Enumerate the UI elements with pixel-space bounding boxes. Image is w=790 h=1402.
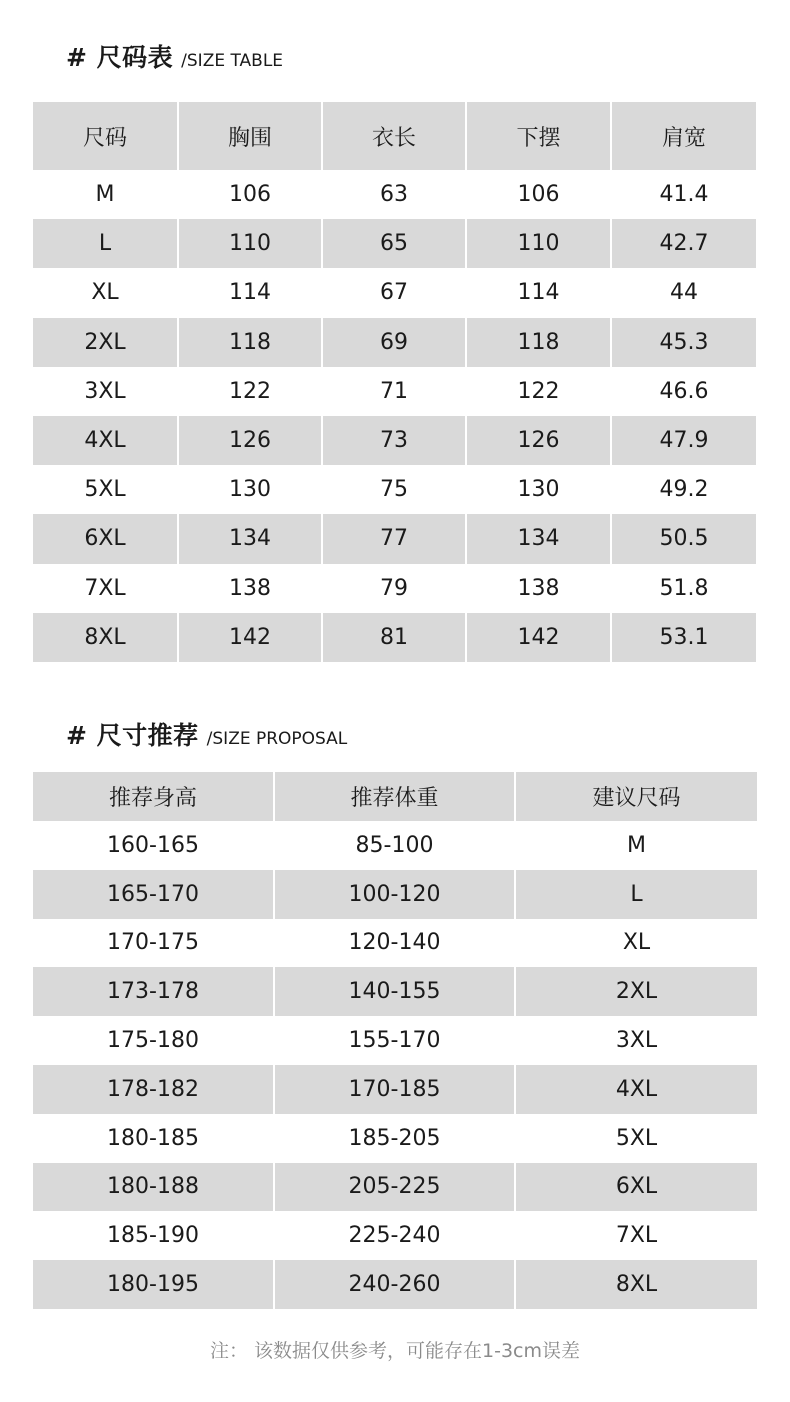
size-table-heading: [66, 38, 283, 74]
size-table-row: [33, 268, 756, 317]
proposal-table-cell: 173-178: [33, 967, 274, 1016]
size-table-cell: 138: [178, 564, 322, 613]
proposal-table-title: # 尺寸推荐: [66, 721, 199, 750]
size-table-cell: 63: [322, 170, 466, 219]
size-table-cell: 46.6: [659, 378, 709, 404]
proposal-table-cell: 100-120: [274, 870, 515, 919]
size-table-cell: 142: [178, 613, 322, 662]
size-table-cell: 106: [178, 170, 322, 219]
proposal-table-cell: 205-225: [274, 1163, 515, 1212]
proposal-table-cell: 8XL: [615, 1272, 658, 1298]
proposal-table-row: [33, 1016, 757, 1065]
proposal-table-cell: 120-140: [274, 919, 515, 968]
size-table-cell: 41.4: [659, 182, 709, 208]
size-table-cell: 53.1: [659, 624, 709, 650]
size-table-cell: 130: [466, 465, 611, 514]
size-table-subtitle: /SIZE TABLE: [181, 51, 284, 71]
size-table-cell: 5XL: [33, 465, 178, 514]
proposal-table-row: [33, 1163, 757, 1212]
size-table-header-row: [33, 102, 756, 170]
size-table-cell: 134: [466, 514, 611, 563]
size-table-row: [33, 564, 756, 613]
proposal-table-body: [33, 821, 757, 1309]
size-table-cell: 2XL: [33, 318, 178, 367]
size-table-cell: 6XL: [33, 514, 178, 563]
proposal-table-row: [33, 1065, 757, 1114]
size-table-row: [33, 514, 756, 563]
proposal-table-cell: 160-165: [33, 821, 274, 870]
proposal-table-row: [33, 1114, 757, 1163]
proposal-table-cell: 225-240: [274, 1211, 515, 1260]
proposal-table-header-cell: 推荐身高: [33, 772, 274, 821]
proposal-table-row: [33, 1260, 757, 1309]
proposal-table-cell: 175-180: [33, 1016, 274, 1065]
size-table-cell: L: [33, 219, 178, 268]
proposal-table-cell: 170-175: [33, 919, 274, 968]
size-table-cell: 42.7: [659, 231, 709, 257]
proposal-table-cell: 4XL: [615, 1076, 658, 1102]
size-table-cell: 4XL: [33, 416, 178, 465]
proposal-table-row: [33, 919, 757, 968]
size-table-row: [33, 318, 756, 367]
size-table-body: [33, 170, 756, 662]
size-table-cell: 118: [466, 318, 611, 367]
proposal-table-cell: 170-185: [274, 1065, 515, 1114]
size-table-cell: 65: [322, 219, 466, 268]
size-table-cell: 79: [322, 564, 466, 613]
size-table-cell: 44: [670, 280, 698, 306]
proposal-table-cell: 185-190: [33, 1211, 274, 1260]
proposal-table-cell: 180-188: [33, 1163, 274, 1212]
size-table-header-cell: 肩宽: [661, 125, 706, 151]
size-table-cell: 75: [322, 465, 466, 514]
size-table-header-cell: 下摆: [466, 102, 611, 170]
proposal-table-cell: 240-260: [274, 1260, 515, 1309]
size-table-cell: 69: [322, 318, 466, 367]
size-table-row: [33, 465, 756, 514]
size-table-cell: 77: [322, 514, 466, 563]
proposal-table-heading: [66, 716, 347, 752]
size-table-title: # 尺码表: [66, 43, 174, 72]
size-table-header-cell: 胸围: [178, 102, 322, 170]
size-table-cell: XL: [33, 268, 178, 317]
size-table-cell: 114: [466, 268, 611, 317]
proposal-table-cell: 2XL: [615, 979, 658, 1005]
proposal-table-subtitle: /SIZE PROPOSAL: [206, 729, 348, 749]
size-table-header-cell: 衣长: [322, 102, 466, 170]
size-table-row: [33, 170, 756, 219]
size-table-cell: 73: [322, 416, 466, 465]
size-table-cell: 110: [466, 219, 611, 268]
proposal-table-cell: 5XL: [615, 1125, 658, 1151]
size-table-cell: 138: [466, 564, 611, 613]
proposal-table: [33, 772, 757, 1309]
proposal-table-row: [33, 821, 757, 870]
size-table-cell: 7XL: [33, 564, 178, 613]
proposal-table-cell: XL: [622, 930, 651, 956]
proposal-table-cell: 7XL: [615, 1223, 658, 1249]
size-table-cell: 114: [178, 268, 322, 317]
size-table-cell: M: [33, 170, 178, 219]
size-table-cell: 126: [178, 416, 322, 465]
proposal-table-cell: 3XL: [615, 1028, 658, 1054]
proposal-table-header-row: [33, 772, 757, 821]
size-table-header-cell: 尺码: [33, 102, 178, 170]
proposal-table-cell: 6XL: [615, 1174, 658, 1200]
proposal-table-cell: 180-195: [33, 1260, 274, 1309]
size-table-cell: 67: [322, 268, 466, 317]
size-table-cell: 118: [178, 318, 322, 367]
size-table-cell: 126: [466, 416, 611, 465]
size-table-cell: 45.3: [659, 329, 709, 355]
size-table-row: [33, 367, 756, 416]
proposal-table-cell: 178-182: [33, 1065, 274, 1114]
size-table-cell: 50.5: [659, 526, 709, 552]
size-table-cell: 49.2: [659, 477, 709, 503]
proposal-table-cell: L: [630, 881, 643, 907]
proposal-table-row: [33, 967, 757, 1016]
size-table-cell: 122: [466, 367, 611, 416]
size-table-cell: 122: [178, 367, 322, 416]
size-table-cell: 134: [178, 514, 322, 563]
proposal-table-row: [33, 870, 757, 919]
size-table-row: [33, 613, 756, 662]
size-table-cell: 3XL: [33, 367, 178, 416]
disclaimer-note: 注： 该数据仅供参考，可能存在1-3cm误差: [209, 1340, 581, 1362]
size-table-row: [33, 416, 756, 465]
proposal-table-cell: 165-170: [33, 870, 274, 919]
size-table-cell: 51.8: [659, 575, 709, 601]
size-table-cell: 110: [178, 219, 322, 268]
size-table: [33, 102, 756, 662]
size-table-cell: 47.9: [659, 428, 709, 454]
proposal-table-cell: 85-100: [274, 821, 515, 870]
proposal-table-header-cell: 建议尺码: [592, 786, 681, 811]
size-table-cell: 71: [322, 367, 466, 416]
proposal-table-cell: 155-170: [274, 1016, 515, 1065]
proposal-table-row: [33, 1211, 757, 1260]
size-table-cell: 8XL: [33, 613, 178, 662]
proposal-table-cell: 180-185: [33, 1114, 274, 1163]
size-table-cell: 81: [322, 613, 466, 662]
proposal-table-header-cell: 推荐体重: [274, 772, 515, 821]
proposal-table-cell: 185-205: [274, 1114, 515, 1163]
size-table-cell: 130: [178, 465, 322, 514]
size-table-cell: 106: [466, 170, 611, 219]
proposal-table-cell: 140-155: [274, 967, 515, 1016]
proposal-table-cell: M: [627, 832, 646, 858]
size-table-cell: 142: [466, 613, 611, 662]
size-table-row: [33, 219, 756, 268]
